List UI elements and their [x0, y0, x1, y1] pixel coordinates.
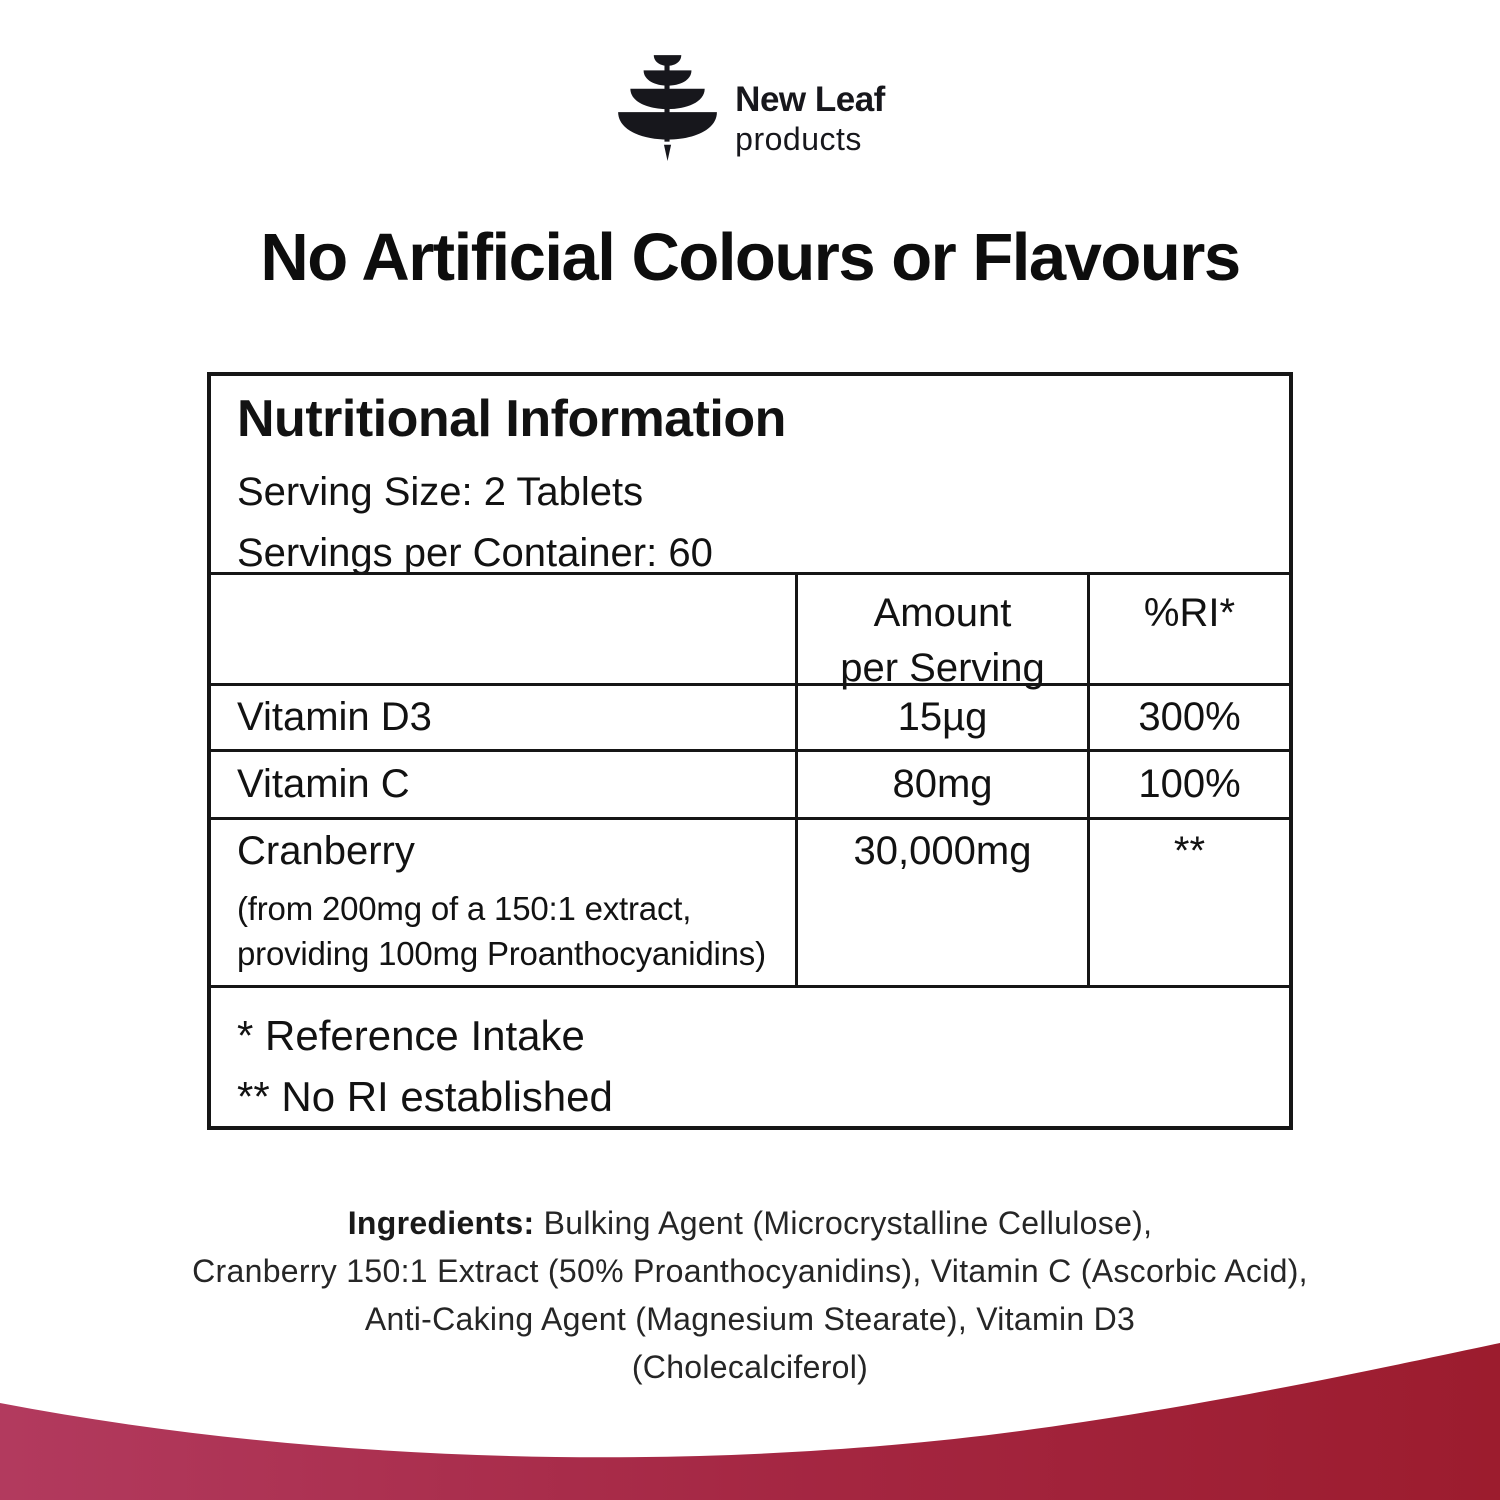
ingredients-line-4: (Cholecalciferol)	[631, 1349, 869, 1385]
leaf-tree-icon	[615, 50, 717, 162]
nutrition-table	[207, 372, 1293, 1130]
cranberry-name: Cranberry	[237, 829, 415, 873]
footnote-reference-intake: * Reference Intake	[237, 1012, 585, 1059]
nutrition-table-header-section	[211, 376, 1289, 575]
brand-name: New Leaf	[735, 80, 885, 119]
tree-trunk-shape	[664, 145, 671, 161]
bottom-wave-decoration	[0, 1338, 1500, 1500]
nutrition-table-title: Nutritional Information	[237, 390, 786, 448]
ingredients-line-1	[80, 1199, 1420, 1247]
column-header-amount-line2: per Serving	[840, 646, 1045, 690]
row-vitamin-c-amount: 80mg	[795, 749, 1087, 817]
column-header-ri-label: %RI*	[1143, 591, 1236, 635]
wave-shape	[0, 1343, 1500, 1500]
column-header-empty-cell	[211, 572, 795, 683]
serving-size: Serving Size: 2 Tablets	[237, 470, 644, 514]
ingredients-label: Ingredients:	[347, 1205, 535, 1241]
column-header-amount-line1: Amount	[873, 591, 1012, 635]
row-vitamin-c-ri: 100%	[1087, 749, 1289, 817]
row-vitamin-d3-ri: 300%	[1087, 683, 1289, 749]
brand-logo	[0, 50, 1500, 162]
cranberry-detail-line1: (from 200mg of a 150:1 extract,	[237, 890, 692, 927]
ingredients-line-1-text: Bulking Agent (Microcrystalline Cellulose),	[534, 1205, 1153, 1241]
brand-logo-text	[735, 50, 885, 158]
brand-subname: products	[735, 121, 862, 157]
tree-tier-4-shape	[618, 112, 717, 139]
row-vitamin-d3-amount: 15µg	[795, 683, 1087, 749]
claim-headline: No Artificial Colours or Flavours	[260, 220, 1240, 295]
tree-tier-3-shape	[631, 89, 705, 109]
column-header-amount	[795, 572, 1087, 690]
cranberry-detail-line2: providing 100mg Proanthocyanidins)	[237, 935, 766, 972]
row-vitamin-d3-name: Vitamin D3	[211, 683, 795, 749]
footnote-no-ri: ** No RI established	[237, 1073, 613, 1120]
servings-per-container: Servings per Container: 60	[237, 531, 713, 575]
cranberry-detail	[237, 886, 785, 976]
tree-tier-2-shape	[644, 70, 692, 85]
ingredients-line-3: Anti-Caking Agent (Magnesium Stearate), Vitamin D3	[364, 1301, 1136, 1337]
row-cranberry-amount: 30,000mg	[795, 817, 1087, 985]
row-cranberry-name	[211, 817, 795, 985]
row-cranberry-ri: **	[1087, 817, 1289, 985]
row-vitamin-c-name: Vitamin C	[211, 749, 795, 817]
ingredients-line-2: Cranberry 150:1 Extract (50% Proanthocyanidins), Vitamin C (Ascorbic Acid),	[192, 1253, 1308, 1289]
column-header-ri	[1087, 572, 1289, 683]
tree-tier-1-shape	[654, 55, 681, 66]
nutrition-table-footnotes	[211, 985, 1289, 1127]
